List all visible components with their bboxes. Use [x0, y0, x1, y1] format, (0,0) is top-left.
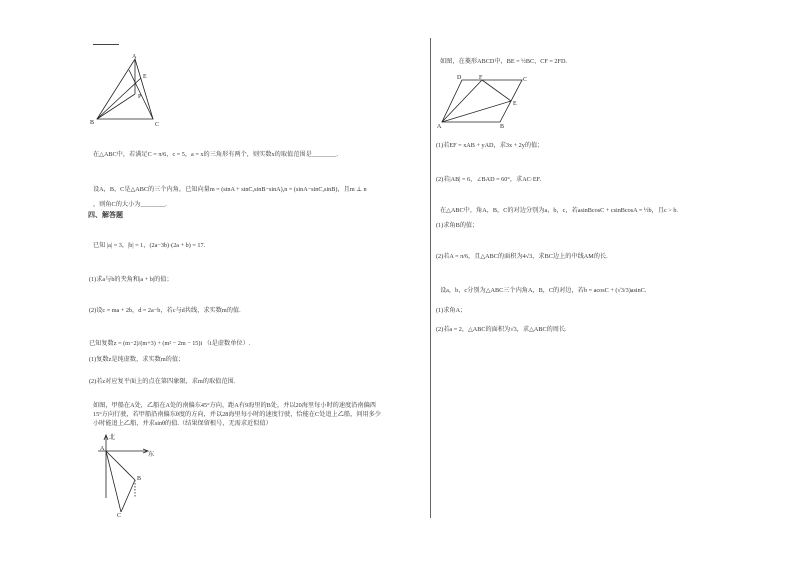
segment-ab	[106, 451, 135, 480]
q18-part2: (2)若z对应复平面上的点在第四象限，求m的取值范围.	[89, 378, 236, 385]
question-angle-c: 在△ABC中，若满足C = π/6，c = 5，a = x的三角形有两个，则实数x的取值范围是________.	[93, 151, 339, 158]
triangle-abc	[97, 59, 153, 119]
label-c: C	[523, 77, 528, 83]
q18-part1: (1)复数z是纯虚数，求实数m的值；	[89, 356, 185, 363]
question-vectors-line2: ，则角C的大小为________.	[93, 201, 167, 208]
q-rhombus-part1: (1)若EF = xAB + yAD，求3x + 2y的值；	[436, 142, 544, 149]
q17-part1: (1)求a与b的夹角和|a + b|的值；	[89, 276, 173, 283]
label-c: C	[155, 122, 160, 128]
q-rhombus-line1: 如图，在菱形ABCD中，BE = ½BC，CF = 2FD.	[440, 58, 567, 65]
q-triangle-part1: (1)求角B的值；	[436, 222, 479, 229]
label-f: F	[479, 75, 483, 81]
label-b: B	[90, 120, 95, 126]
label-b: B	[500, 124, 505, 130]
label-c: C	[117, 513, 122, 519]
q18-line1: 已知复数z = (m−2)/(m+3) + (m² − 2m − 15)i （i是虚数单位）.	[89, 340, 251, 347]
q-triangle-line1: 在△ABC中，角A，B，C的对边分别为a，b，c，若asinBcosC + csinBcosA = ½b，且c > b.	[440, 207, 678, 214]
segment-bp	[97, 94, 135, 119]
triangle-figure	[85, 50, 165, 130]
q19-line2: 15°方向行驶，若甲船沿南偏东θ度的方向，并以28海里每小时的速度行驶，恰能在C处追上乙船，问用多少	[93, 411, 382, 418]
q-last-part2: (2)若a = 2，△ABC的面积为√3，求△ABC的周长.	[436, 326, 567, 333]
label-a: A	[100, 446, 105, 452]
answer-blank-line	[93, 44, 119, 45]
label-b: B	[137, 476, 142, 482]
label-north: 北	[109, 435, 116, 441]
q19-line3: 小时能追上乙船，并求sinθ的值.（结果保留根号，无需求近似值）	[93, 420, 272, 427]
q-last-line1: 设a，b，c分别为△ABC三个内角A，B，C的对边，若b = acosC + (√3/3)asinC.	[440, 287, 647, 294]
segment-ef	[482, 80, 511, 101]
column-divider	[430, 38, 431, 518]
q17-part2: (2)设c = ma + 2b，d = 2a−b，若c与d共线，求实数m的值.	[89, 307, 241, 314]
label-a: A	[132, 54, 137, 60]
q-rhombus-part2: (2)若|AB| = 6，∠BAD = 60°，求AC·EF.	[436, 176, 542, 183]
label-e: E	[143, 74, 147, 80]
label-east: 东	[148, 452, 155, 458]
segment-bc	[121, 480, 135, 512]
label-a: A	[437, 124, 442, 130]
compass-figure	[96, 432, 156, 518]
label-p: P	[138, 94, 142, 100]
section-title: 四、解答题	[88, 211, 123, 219]
segment-ac	[106, 451, 121, 512]
q17-line1: 已知 |a| = 3，|b| = 1，(2a−3b)·(2a + b) = 17.	[93, 242, 206, 249]
question-vectors-line1: 设A，B，C是△ABC的三个内角，已知向量m = (sinA + sinC,sinB−sinA),n = (sinA−sinC,sinB)，且m ⊥ n	[93, 186, 367, 193]
rhombus-figure	[434, 70, 534, 132]
q19-line1: 如图，甲船在A处，乙船在A处的南偏东45°方向，距A有9海里的B处，并以20海里每小时的速度沿南偏西	[93, 402, 376, 409]
q-triangle-part2: (2)若A = π/6，且△ABC的面积为4√3，求BC边上的中线AM的长.	[436, 253, 608, 260]
label-d: D	[457, 75, 462, 81]
label-e: E	[513, 101, 517, 107]
q-last-part1: (1)求角A；	[436, 307, 467, 314]
